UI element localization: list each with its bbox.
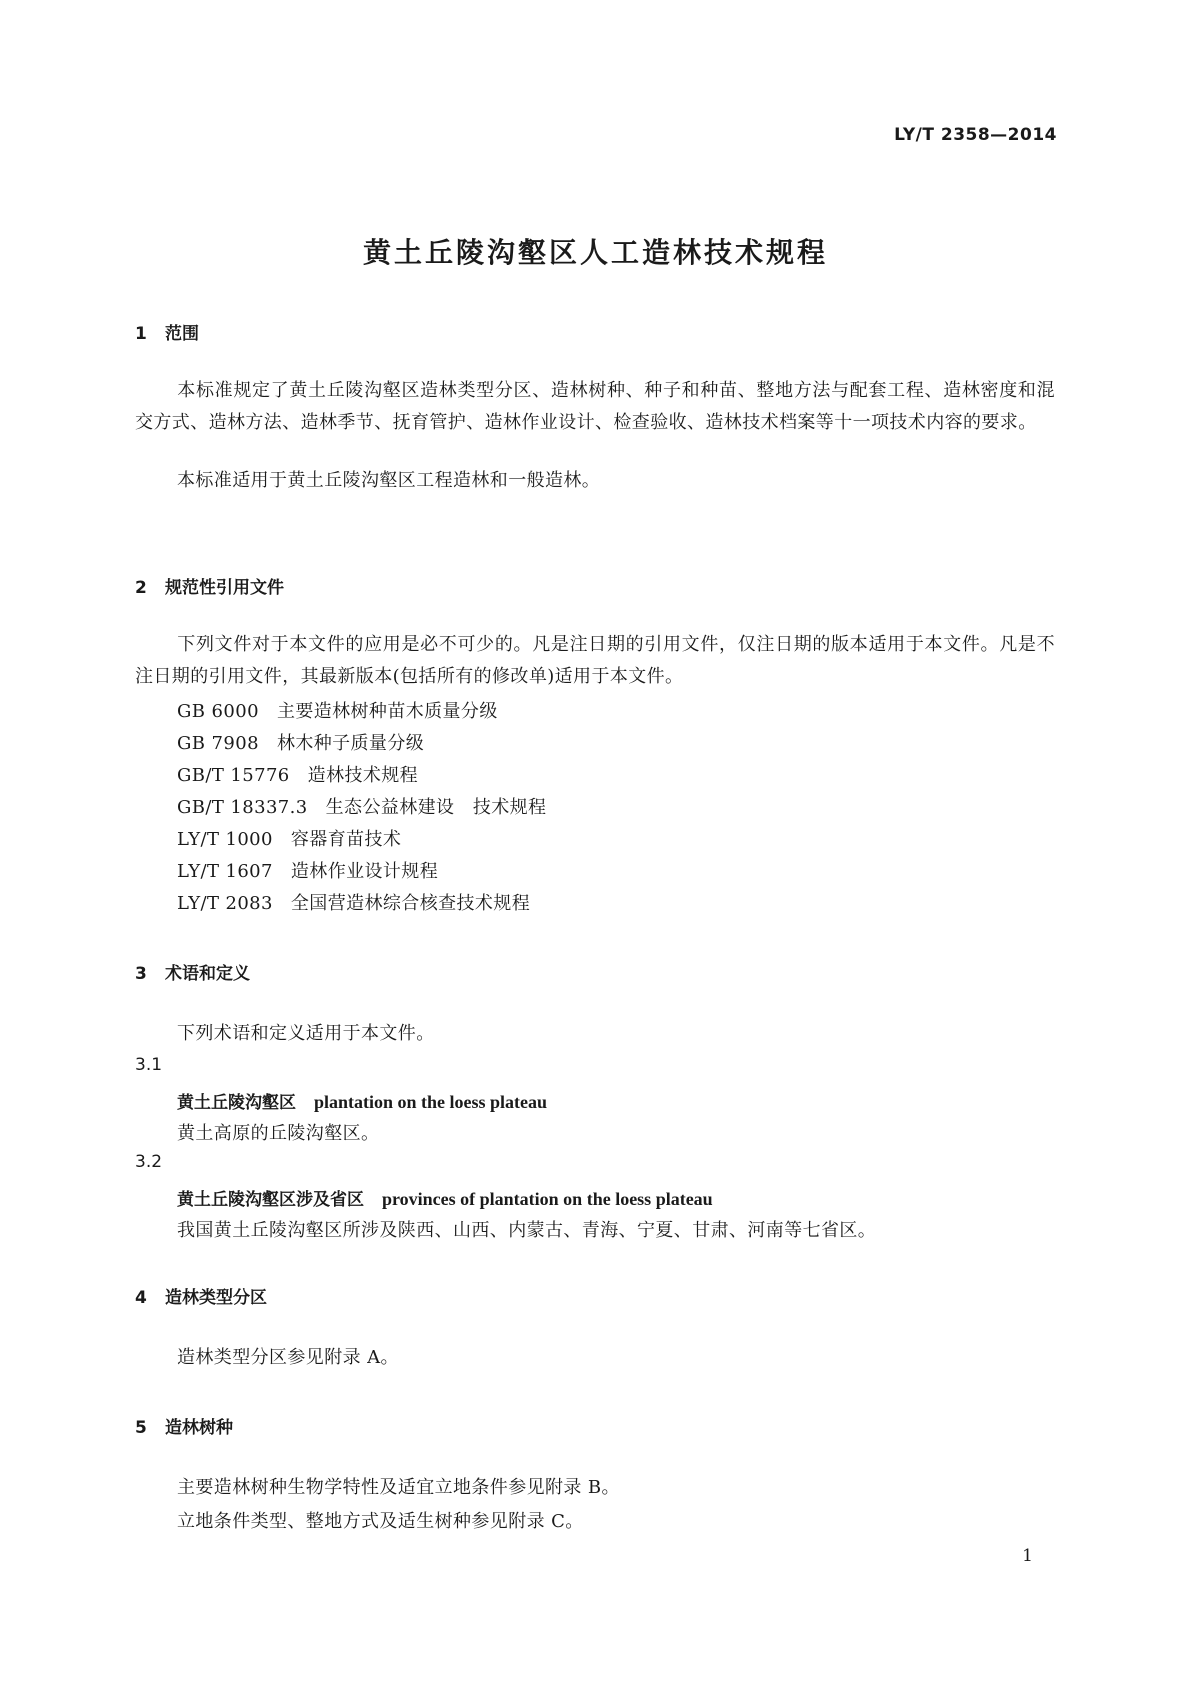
reference-code: GB/T 18337.3 bbox=[177, 797, 308, 818]
reference-item bbox=[177, 697, 498, 723]
section-title: 造林类型分区 bbox=[165, 1288, 267, 1308]
paragraph-text: 下列文件对于本文件的应用是必不可少的。凡是注日期的引用文件，仅注日期的版本适用于本文件。凡是不注日期的引用文件，其最新版本(包括所有的修改单)适用于本文件。 bbox=[135, 634, 1055, 687]
section-3-heading bbox=[135, 959, 250, 984]
reference-item bbox=[177, 761, 418, 787]
reference-title: 容器育苗技术 bbox=[290, 829, 402, 850]
reference-code: GB/T 15776 bbox=[177, 765, 290, 786]
reference-item bbox=[177, 729, 424, 755]
term-definition: 我国黄土丘陵沟壑区所涉及陕西、山西、内蒙古、青海、宁夏、甘肃、河南等七省区。 bbox=[177, 1220, 877, 1241]
reference-code: GB 7908 bbox=[177, 733, 259, 754]
term-number: 3.1 bbox=[135, 1055, 163, 1075]
reference-title: 造林技术规程 bbox=[307, 765, 419, 786]
reference-code: LY/T 1607 bbox=[177, 861, 273, 882]
section-5-paragraph-1: 主要造林树种生物学特性及适宜立地条件参见附录 B。 bbox=[177, 1477, 620, 1498]
term-number: 3.2 bbox=[135, 1152, 163, 1172]
section-2-heading bbox=[135, 573, 284, 598]
reference-title: 全国营造林综合核查技术规程 bbox=[290, 893, 531, 914]
term-chinese: 黄土丘陵沟壑区涉及省区 bbox=[177, 1190, 364, 1210]
section-title: 规范性引用文件 bbox=[165, 578, 284, 598]
document-title: 黄土丘陵沟壑区人工造林技术规程 bbox=[362, 236, 828, 269]
section-4-heading bbox=[135, 1283, 267, 1308]
reference-item bbox=[177, 889, 530, 915]
section-title: 造林树种 bbox=[165, 1418, 233, 1438]
section-1-paragraph-2: 本标准适用于黄土丘陵沟壑区工程造林和一般造林。 bbox=[177, 470, 601, 491]
section-4-paragraph: 造林类型分区参见附录 A。 bbox=[177, 1347, 399, 1368]
reference-item bbox=[177, 825, 401, 851]
term-heading bbox=[177, 1088, 547, 1113]
reference-item bbox=[177, 857, 438, 883]
reference-title: 主要造林树种苗木质量分级 bbox=[276, 701, 498, 722]
section-2-intro bbox=[135, 629, 1055, 693]
section-title: 术语和定义 bbox=[165, 964, 250, 984]
reference-code: GB 6000 bbox=[177, 701, 259, 722]
reference-title: 林木种子质量分级 bbox=[276, 733, 425, 754]
section-number: 4 bbox=[135, 1288, 147, 1308]
term-english: provinces of plantation on the loess plateau bbox=[382, 1189, 713, 1209]
section-1-paragraph-1 bbox=[135, 375, 1055, 439]
section-5-paragraph-2: 立地条件类型、整地方式及适生树种参见附录 C。 bbox=[177, 1511, 584, 1532]
paragraph-text: 本标准规定了黄土丘陵沟壑区造林类型分区、造林树种、种子和种苗、整地方法与配套工程、造林密度和混交方式、造林方法、造林季节、抚育管护、造林作业设计、检查验收、造林技术档案等十一项技术内容的要求。 bbox=[135, 380, 1055, 433]
reference-code: LY/T 1000 bbox=[177, 829, 273, 850]
reference-title: 生态公益林建设 技术规程 bbox=[325, 797, 547, 818]
reference-code: LY/T 2083 bbox=[177, 893, 273, 914]
term-chinese: 黄土丘陵沟壑区 bbox=[177, 1093, 296, 1113]
section-number: 5 bbox=[135, 1418, 147, 1438]
reference-title: 造林作业设计规程 bbox=[290, 861, 439, 882]
standard-code: LY/T 2358—2014 bbox=[894, 125, 1057, 145]
page-number: 1 bbox=[1022, 1546, 1033, 1566]
section-number: 2 bbox=[135, 578, 147, 598]
term-heading bbox=[177, 1185, 713, 1210]
term-english: plantation on the loess plateau bbox=[314, 1092, 548, 1112]
reference-item bbox=[177, 793, 546, 819]
section-1-heading bbox=[135, 319, 199, 344]
section-5-heading bbox=[135, 1413, 233, 1438]
section-3-intro: 下列术语和定义适用于本文件。 bbox=[177, 1023, 435, 1044]
term-definition: 黄土高原的丘陵沟壑区。 bbox=[177, 1123, 380, 1144]
section-number: 3 bbox=[135, 964, 147, 984]
section-number: 1 bbox=[135, 324, 147, 344]
section-title: 范围 bbox=[165, 324, 199, 344]
